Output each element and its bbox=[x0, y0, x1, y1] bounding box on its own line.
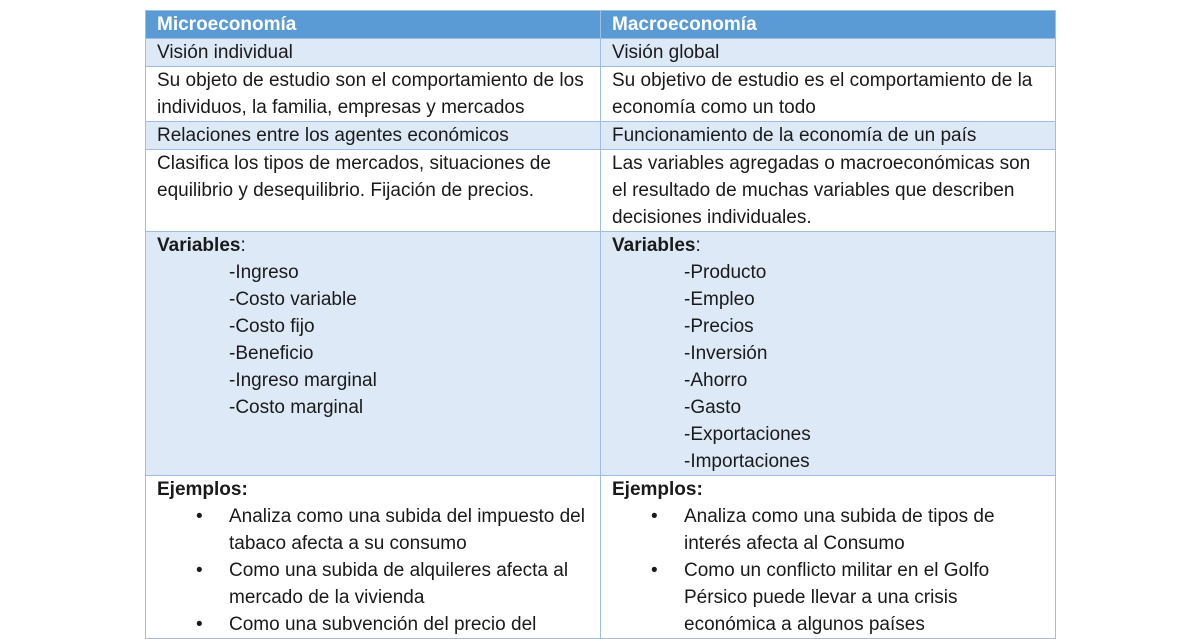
table-row-relaciones bbox=[146, 122, 1056, 150]
bullet-icon: • bbox=[196, 614, 203, 635]
list-item-text: Como una subida de alquileres afecta al mercado de la vivienda bbox=[229, 560, 569, 608]
list-item: -Importaciones bbox=[684, 451, 810, 472]
list-item: -Exportaciones bbox=[684, 424, 811, 445]
table-row-clasifica bbox=[146, 150, 1056, 232]
list-item: -Costo variable bbox=[229, 289, 357, 310]
cell-relaciones-macro: Funcionamiento de la economía de un país bbox=[601, 122, 1056, 150]
list-item bbox=[651, 503, 1044, 557]
comparison-table bbox=[145, 10, 1056, 639]
variables-colon: : bbox=[240, 235, 246, 256]
cell-clasifica-micro: Clasifica los tipos de mercados, situaciones de equilibrio y desequilibrio. Fijación de precios. bbox=[146, 150, 601, 232]
header-macro: Macroeconomía bbox=[601, 11, 1056, 39]
list-item bbox=[651, 557, 1044, 638]
list-item bbox=[196, 557, 589, 611]
cell-clasifica-macro: Las variables agregadas o macroeconómicas son el resultado de muchas variables que describen decisiones individuales. bbox=[601, 150, 1056, 232]
list-item: -Beneficio bbox=[229, 343, 314, 364]
bullet-icon: • bbox=[651, 506, 658, 527]
ejemplos-list-micro bbox=[157, 503, 589, 638]
list-item: -Precios bbox=[684, 316, 754, 337]
variables-list-macro bbox=[612, 259, 1044, 475]
variables-label: Variables bbox=[157, 235, 241, 256]
cell-objeto-macro: Su objetivo de estudio es el comportamiento de la economía como un todo bbox=[601, 67, 1056, 122]
list-item-text: Analiza como una subida de tipos de interés afecta al Consumo bbox=[684, 506, 995, 554]
cell-relaciones-micro: Relaciones entre los agentes económicos bbox=[146, 122, 601, 150]
list-item: -Ingreso bbox=[229, 262, 299, 283]
list-item: -Ahorro bbox=[684, 370, 748, 391]
cell-variables-macro bbox=[601, 232, 1056, 476]
table-row-vision bbox=[146, 39, 1056, 67]
cell-ejemplos-micro bbox=[146, 476, 601, 639]
cell-ejemplos-macro bbox=[601, 476, 1056, 639]
list-item: -Producto bbox=[684, 262, 767, 283]
bullet-icon: • bbox=[651, 560, 658, 581]
list-item: -Inversión bbox=[684, 343, 768, 364]
list-item: -Gasto bbox=[684, 397, 742, 418]
list-item-text: Como una subvención del precio del bbox=[229, 614, 537, 635]
cell-vision-micro: Visión individual bbox=[146, 39, 601, 67]
cell-vision-macro: Visión global bbox=[601, 39, 1056, 67]
header-micro: Microeconomía bbox=[146, 11, 601, 39]
bullet-icon: • bbox=[196, 506, 203, 527]
list-item: -Ingreso marginal bbox=[229, 370, 377, 391]
comparison-table-container bbox=[145, 10, 1055, 639]
table-row-objeto bbox=[146, 67, 1056, 122]
list-item: -Costo marginal bbox=[229, 397, 364, 418]
list-item bbox=[196, 611, 589, 638]
table-row-variables bbox=[146, 232, 1056, 476]
ejemplos-label: Ejemplos: bbox=[157, 479, 248, 500]
list-item bbox=[196, 503, 589, 557]
list-item-text: Analiza como una subida del impuesto del tabaco afecta a su consumo bbox=[229, 506, 585, 554]
ejemplos-label: Ejemplos: bbox=[612, 479, 703, 500]
bullet-icon: • bbox=[196, 560, 203, 581]
ejemplos-list-macro bbox=[612, 503, 1044, 638]
variables-heading-micro bbox=[157, 232, 589, 259]
variables-label: Variables bbox=[612, 235, 696, 256]
cell-objeto-micro: Su objeto de estudio son el comportamiento de los individuos, la familia, empresas y mercados bbox=[146, 67, 601, 122]
list-item-text: Como un conflicto militar en el Golfo Pérsico puede llevar a una crisis económica a algunos países bbox=[684, 560, 990, 635]
cell-variables-micro bbox=[146, 232, 601, 476]
variables-colon: : bbox=[695, 235, 701, 256]
variables-heading-macro bbox=[612, 232, 1044, 259]
table-header-row bbox=[146, 11, 1056, 39]
variables-list-micro bbox=[157, 259, 589, 421]
list-item: -Costo fijo bbox=[229, 316, 315, 337]
list-item: -Empleo bbox=[684, 289, 755, 310]
table-row-ejemplos bbox=[146, 476, 1056, 639]
